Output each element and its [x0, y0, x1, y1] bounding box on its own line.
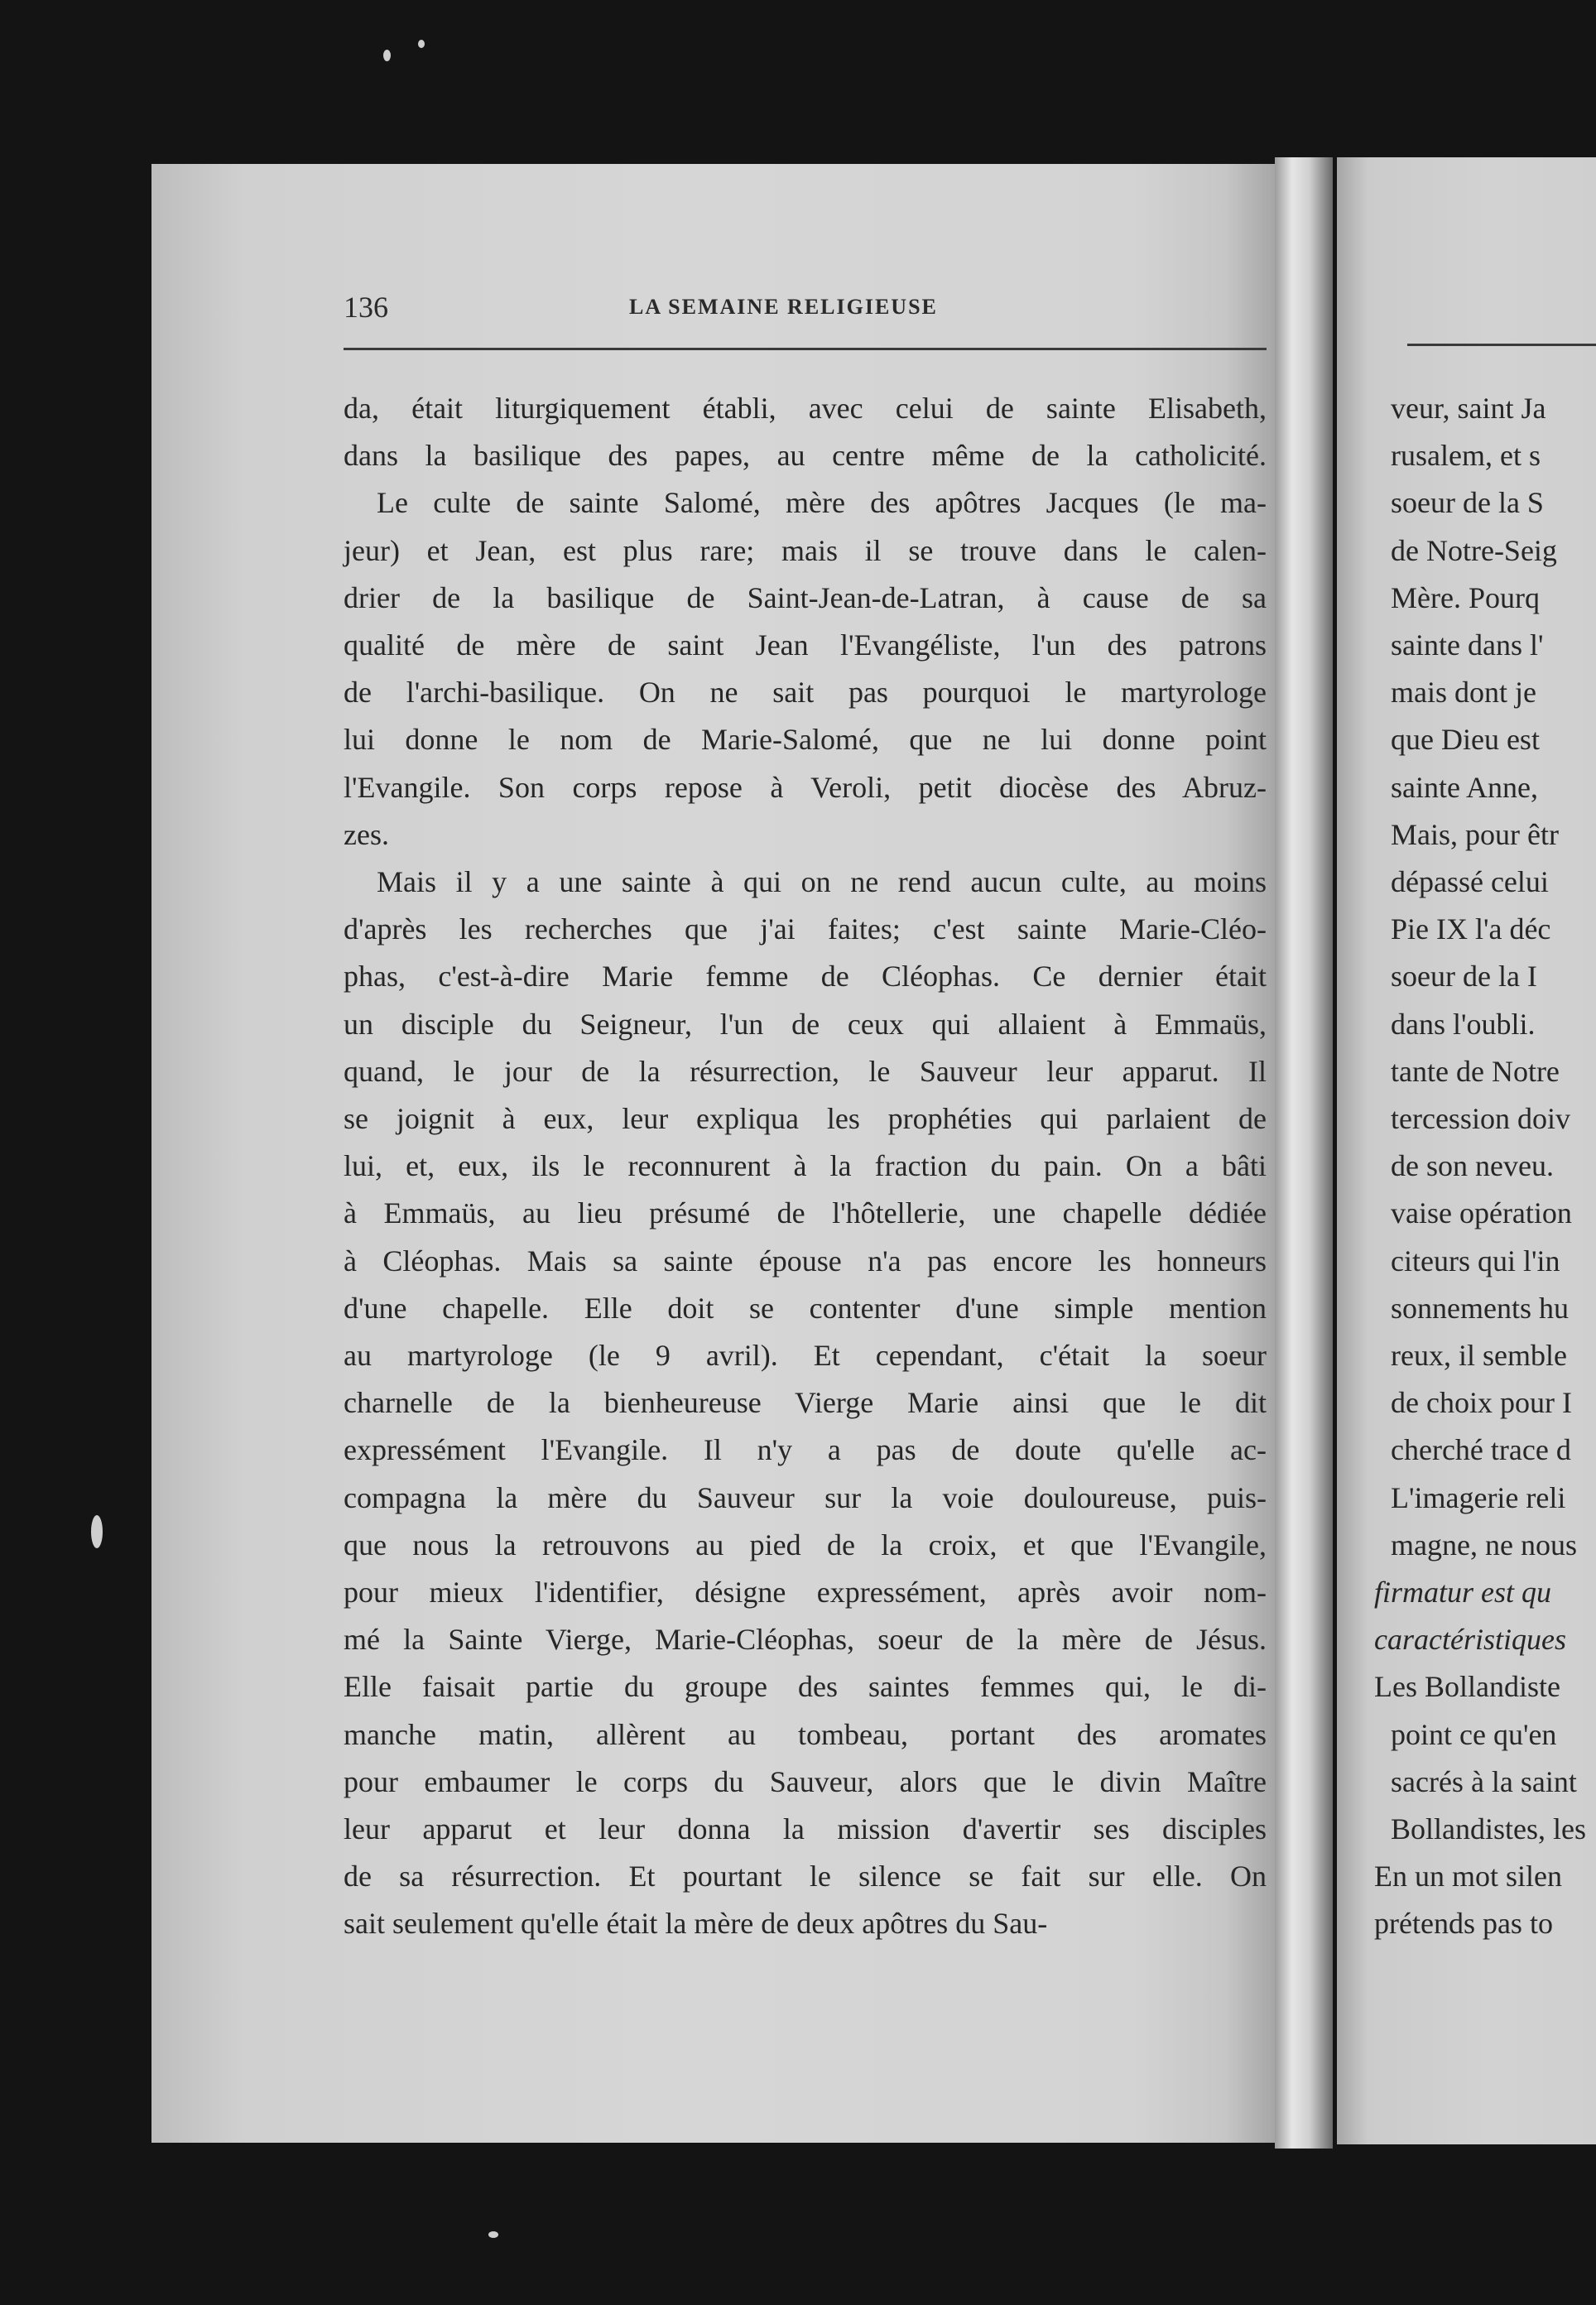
- right-page-line: de Notre-Seig: [1391, 533, 1557, 567]
- body-line: au martyrologe (le 9 avril). Et cependant, c'était la soeur: [344, 1339, 1267, 1372]
- dust-speck: [488, 2231, 498, 2238]
- body-line: d'une chapelle. Elle doit se contenter d'une simple mention: [344, 1291, 1267, 1325]
- right-page-line: de choix pour I: [1391, 1386, 1572, 1420]
- right-page-header-rule: [1407, 344, 1596, 346]
- right-page-line: vaise opération: [1391, 1196, 1572, 1230]
- body-line: de l'archi-basilique. On ne sait pas pourquoi le martyrologe: [344, 676, 1267, 710]
- right-page-line: Les Bollandiste: [1374, 1670, 1560, 1704]
- body-line: expressément l'Evangile. Il n'y a pas de doute qu'elle ac-: [344, 1433, 1267, 1467]
- body-line: de sa résurrection. Et pourtant le silence se fait sur elle. On: [344, 1860, 1267, 1894]
- body-line: sait seulement qu'elle était la mère de deux apôtres du Sau-: [344, 1907, 1048, 1941]
- body-line: mé la Sainte Vierge, Marie-Cléophas, soeur de la mère de Jésus.: [344, 1623, 1267, 1657]
- body-line: zes.: [344, 817, 389, 851]
- right-page-line: veur, saint Ja: [1391, 392, 1546, 425]
- book-gutter: [1275, 157, 1333, 2149]
- body-line: Mais il y a une sainte à qui on ne rend aucun culte, au moins: [377, 865, 1267, 898]
- right-page-line: de son neveu.: [1391, 1149, 1554, 1183]
- body-line: da, était liturgiquement établi, avec celui de sainte Elisabeth,: [344, 392, 1267, 425]
- right-page-line: tercession doiv: [1391, 1102, 1570, 1135]
- running-header: LA SEMAINE RELIGIEUSE: [629, 295, 938, 319]
- right-page-line: Pie IX l'a déc: [1391, 912, 1551, 946]
- dust-speck: [91, 1515, 103, 1548]
- body-line: que nous la retrouvons au pied de la croix, et que l'Evangile,: [344, 1528, 1267, 1562]
- right-page-line: tante de Notre: [1391, 1054, 1560, 1088]
- body-line: leur apparut et leur donna la mission d'avertir ses disciples: [344, 1812, 1267, 1845]
- body-line: à Cléophas. Mais sa sainte épouse n'a pas encore les honneurs: [344, 1244, 1267, 1278]
- body-line: lui donne le nom de Marie-Salomé, que ne lui donne point: [344, 723, 1267, 757]
- right-page-line: reux, il semble: [1391, 1339, 1567, 1372]
- right-page-line: soeur de la S: [1391, 486, 1544, 520]
- body-line: drier de la basilique de Saint-Jean-de-Latran, à cause de sa: [344, 580, 1267, 614]
- body-line: charnelle de la bienheureuse Vierge Marie ainsi que le dit: [344, 1386, 1267, 1420]
- body-line: se joignit à eux, leur expliqua les prophéties qui parlaient de: [344, 1102, 1267, 1135]
- right-page-line: magne, ne nous: [1391, 1528, 1577, 1562]
- right-page-line: citeurs qui l'in: [1391, 1244, 1560, 1278]
- body-line: l'Evangile. Son corps repose à Veroli, petit diocèse des Abruz-: [344, 770, 1267, 804]
- right-page-line: mais dont je: [1391, 676, 1536, 710]
- body-line: lui, et, eux, ils le reconnurent à la fraction du pain. On a bâti: [344, 1149, 1267, 1183]
- body-line: à Emmaüs, au lieu présumé de l'hôtellerie, une chapelle dédiée: [344, 1196, 1267, 1230]
- right-page-line: En un mot silen: [1374, 1860, 1562, 1894]
- right-page-line: dans l'oubli.: [1391, 1007, 1536, 1041]
- right-page-line: soeur de la I: [1391, 960, 1537, 994]
- body-line: Le culte de sainte Salomé, mère des apôtres Jacques (le ma-: [377, 486, 1267, 520]
- body-line: pour mieux l'identifier, désigne expressément, après avoir nom-: [344, 1576, 1267, 1609]
- right-page-line: L'imagerie reli: [1391, 1480, 1566, 1514]
- page-number: 136: [344, 291, 388, 324]
- right-page-line: sainte Anne,: [1391, 770, 1538, 804]
- body-line: phas, c'est-à-dire Marie femme de Cléophas. Ce dernier était: [344, 960, 1267, 994]
- body-line: d'après les recherches que j'ai faites; c'est sainte Marie-Cléo-: [344, 912, 1267, 946]
- body-line: jeur) et Jean, est plus rare; mais il se trouve dans le calen-: [344, 533, 1267, 567]
- right-page-line: cherché trace d: [1391, 1433, 1571, 1467]
- right-page-line: firmatur est qu: [1374, 1576, 1552, 1609]
- body-line: qualité de mère de saint Jean l'Evangéliste, l'un des patrons: [344, 628, 1267, 662]
- right-page-line: Mère. Pourq: [1391, 580, 1540, 614]
- body-line: compagna la mère du Sauveur sur la voie douloureuse, puis-: [344, 1480, 1267, 1514]
- body-line: Elle faisait partie du groupe des saintes femmes qui, le di-: [344, 1670, 1267, 1704]
- right-page-line: Bollandistes, les: [1391, 1812, 1586, 1845]
- right-page-line: que Dieu est: [1391, 723, 1540, 757]
- right-page-line: point ce qu'en: [1391, 1717, 1557, 1751]
- right-page-line: caractéristiques: [1374, 1623, 1566, 1657]
- body-line: un disciple du Seigneur, l'un de ceux qui allaient à Emmaüs,: [344, 1007, 1267, 1041]
- right-page-line: prétends pas to: [1374, 1907, 1553, 1941]
- right-page-line: sacrés à la saint: [1391, 1764, 1577, 1798]
- body-line: quand, le jour de la résurrection, le Sauveur leur apparut. Il: [344, 1054, 1267, 1088]
- right-page-line: sonnements hu: [1391, 1291, 1569, 1325]
- header-rule: [344, 348, 1267, 350]
- body-line: pour embaumer le corps du Sauveur, alors que le divin Maître: [344, 1764, 1267, 1798]
- body-line: manche matin, allèrent au tombeau, portant des aromates: [344, 1717, 1267, 1751]
- right-page-line: rusalem, et s: [1391, 439, 1541, 473]
- right-page-line: sainte dans l': [1391, 628, 1544, 662]
- right-page-line: dépassé celui: [1391, 865, 1549, 898]
- dust-speck: [383, 50, 391, 61]
- body-line: dans la basilique des papes, au centre même de la catholicité.: [344, 439, 1267, 473]
- dust-speck: [418, 40, 425, 48]
- right-page-line: Mais, pour êtr: [1391, 817, 1559, 851]
